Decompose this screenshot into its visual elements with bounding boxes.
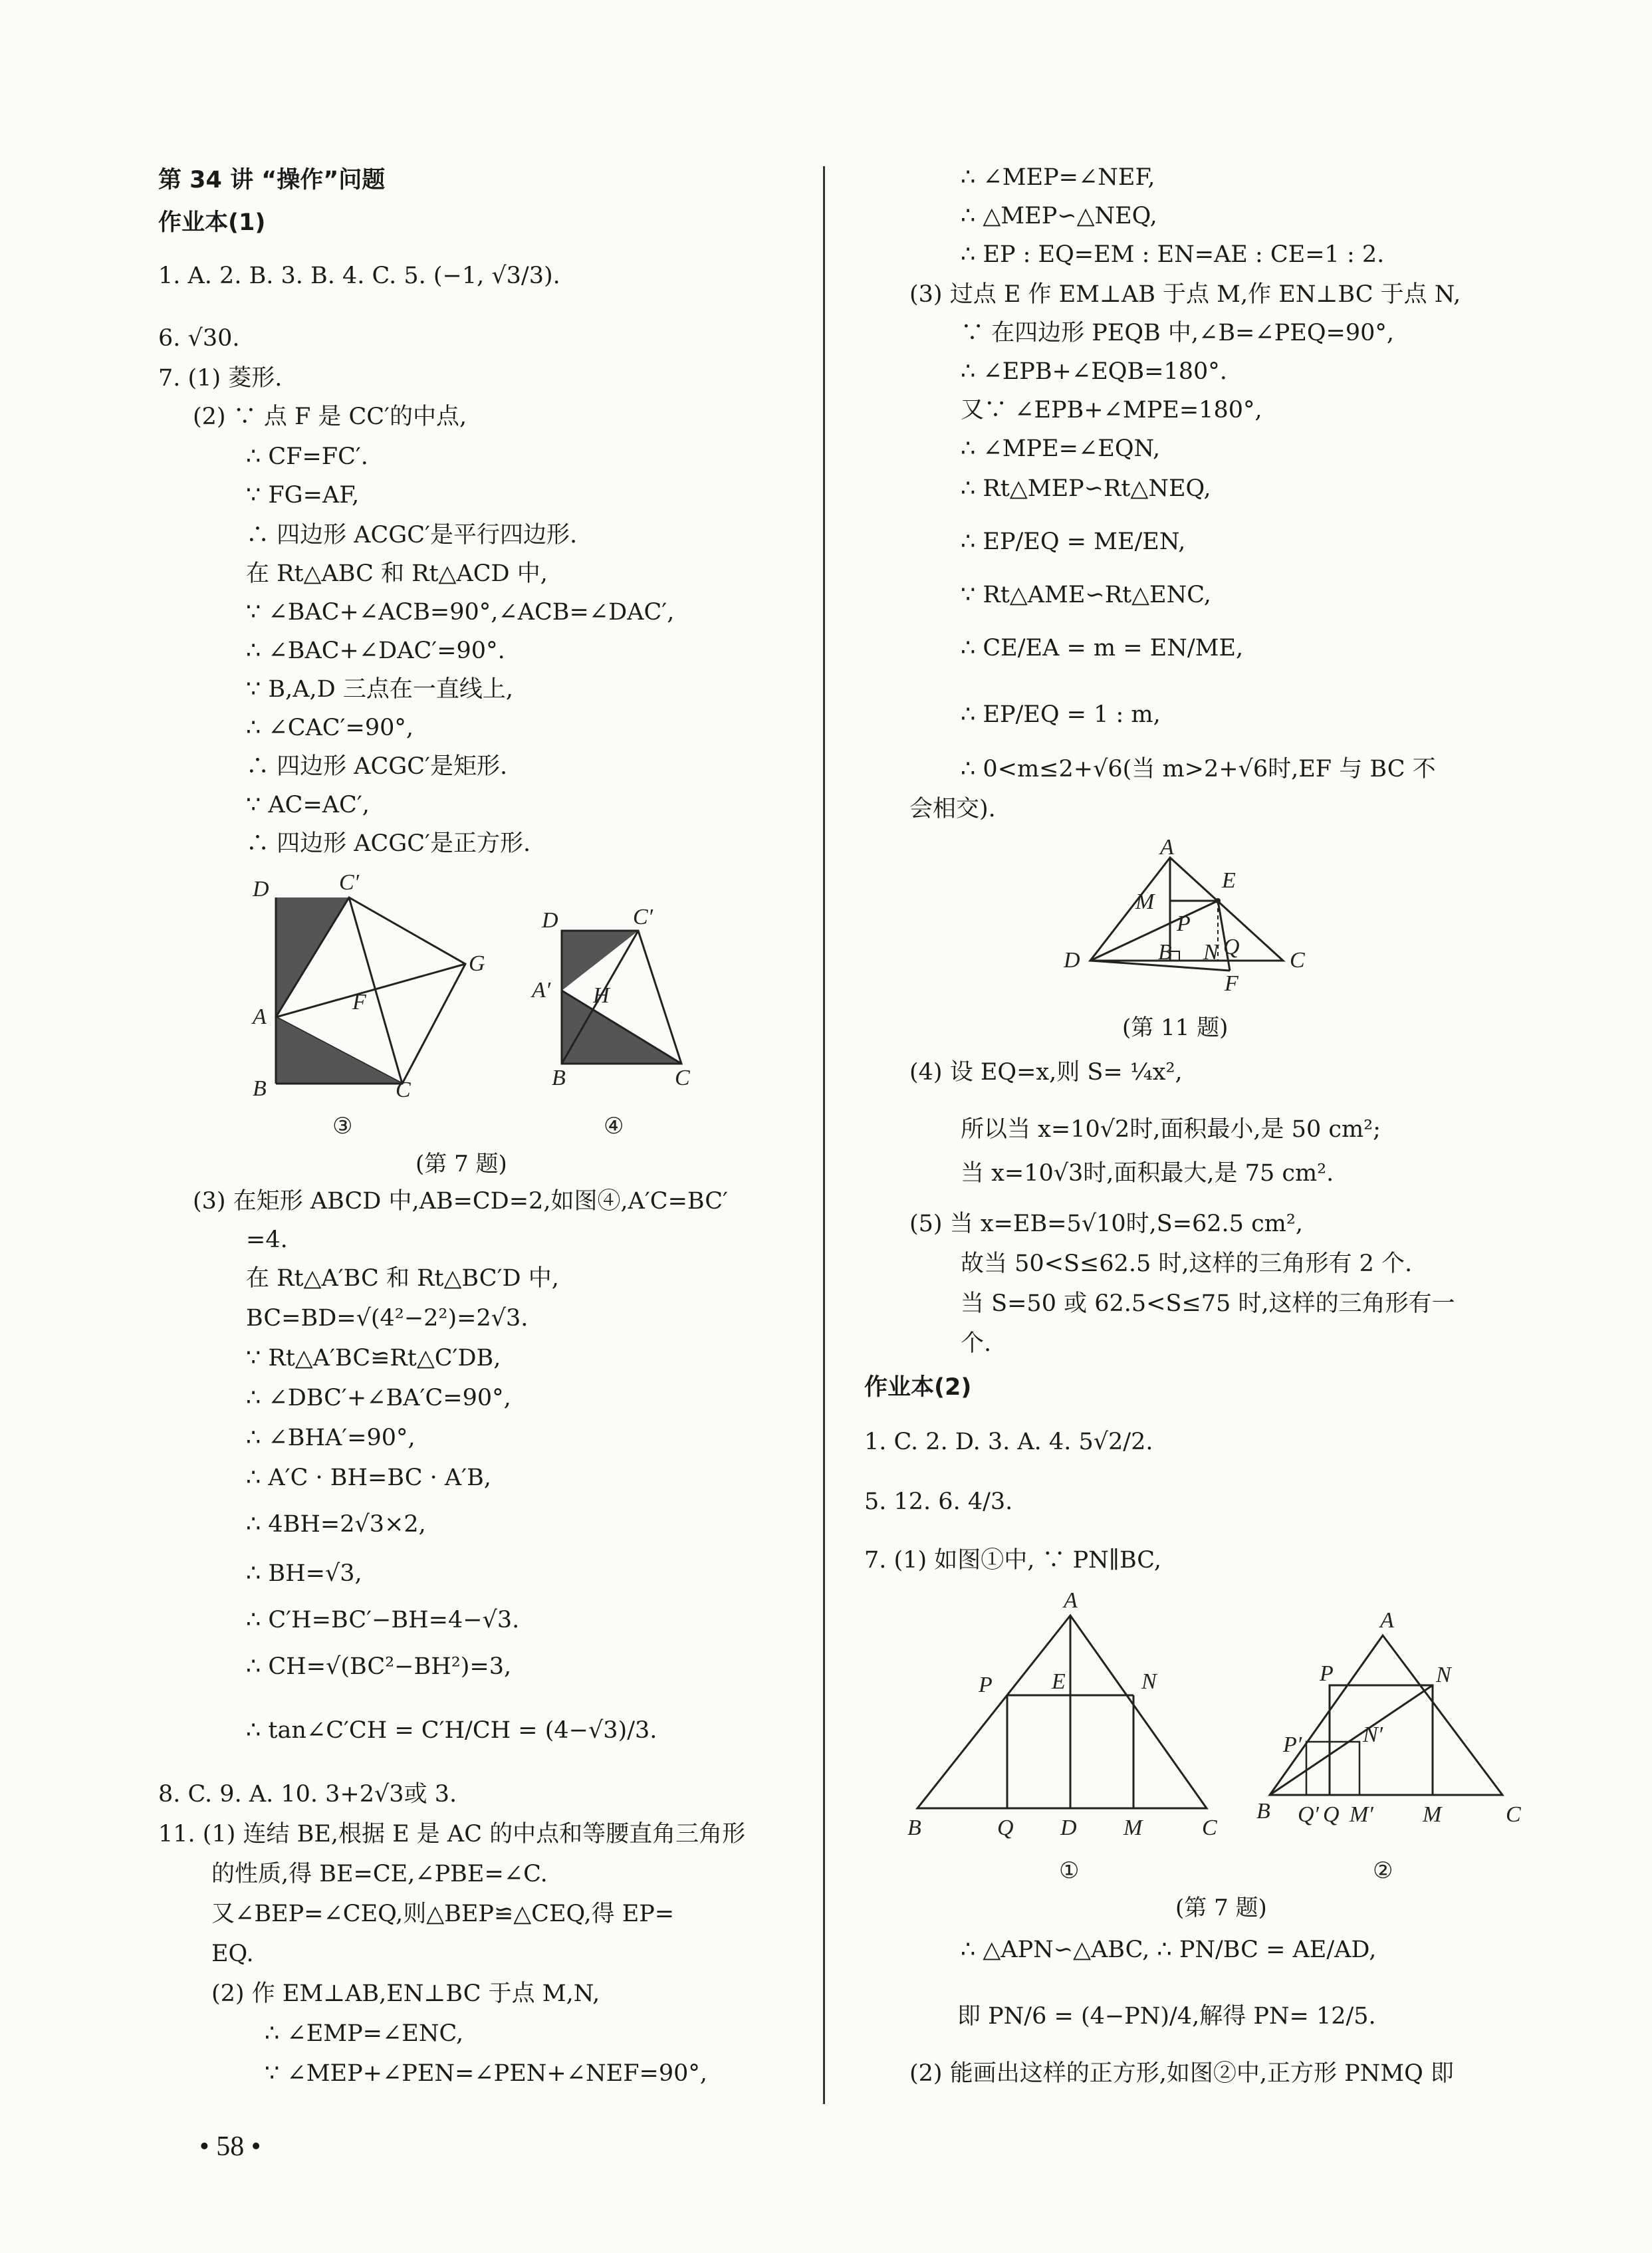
answer-line: ∴ ∠BHA′=90°, xyxy=(246,1425,415,1451)
circle-number: ① xyxy=(1059,1859,1080,1883)
answer-line: ∴ 四边形 ACGC′是矩形. xyxy=(246,753,508,780)
answer-line: ∴ ∠MEP=∠NEF, xyxy=(961,164,1155,191)
answer-line: ∴ CF=FC′. xyxy=(246,443,368,470)
answer-line: ∴ ∠DBC′+∠BA′C=90°, xyxy=(246,1385,511,1411)
label-Q-prime: Q′ xyxy=(1298,1802,1319,1827)
answer-line: 个. xyxy=(961,1330,992,1357)
label-F: F xyxy=(352,990,366,1014)
circle-number: ④ xyxy=(604,1114,624,1139)
answer-line: ∴ ∠EMP=∠ENC, xyxy=(265,2020,464,2047)
label-M: M xyxy=(1135,889,1155,914)
figure-caption: (第 7 题) xyxy=(1175,1895,1267,1921)
label-M: M xyxy=(1123,1816,1143,1840)
label-A-prime: A′ xyxy=(532,978,551,1003)
answer-line: ∴ tan∠C′CH = C′H/CH = (4−√3)/3. xyxy=(246,1717,657,1744)
label-P-prime: P′ xyxy=(1283,1732,1302,1757)
figure-11 xyxy=(1044,834,1323,1001)
label-C: C xyxy=(1202,1816,1217,1840)
answer-line: 的性质,得 BE=CE,∠PBE=∠C. xyxy=(211,1861,548,1887)
answer-line: 7. (1) 菱形. xyxy=(158,365,283,392)
label-D: D xyxy=(1064,948,1080,973)
answer-line: ∵ AC=AC′, xyxy=(246,792,370,818)
answer-line: EQ. xyxy=(211,1941,254,1967)
answer-line: 当 S=50 或 62.5<S≤75 时,这样的三角形有一 xyxy=(961,1290,1455,1317)
answer-line: ∴ A′C · BH=BC · A′B, xyxy=(246,1465,491,1491)
triangle-ABC xyxy=(1090,858,1283,961)
label-B: B xyxy=(552,1066,566,1090)
answer-line: ∴ C′H=BC′−BH=4−√3. xyxy=(246,1607,520,1633)
answer-line: 在 Rt△ABC 和 Rt△ACD 中, xyxy=(246,560,548,587)
answer-line: 故当 50<S≤62.5 时,这样的三角形有 2 个. xyxy=(961,1250,1413,1277)
label-B: B xyxy=(907,1816,921,1840)
label-C: C xyxy=(1290,948,1305,973)
answer-line: 11. (1) 连结 BE,根据 E 是 AC 的中点和等腰直角三角形 xyxy=(158,1821,746,1847)
answer-line: (3) 过点 E 作 EM⊥AB 于点 M,作 EN⊥BC 于点 N, xyxy=(909,281,1461,308)
answer-line: ∴ 4BH=2√3×2, xyxy=(246,1511,426,1538)
answer-line: 1. C. 2. D. 3. A. 4. 5√2/2. xyxy=(864,1429,1153,1455)
answer-line: ∴ △APN∽△ABC, ∴ PN/BC = AE/AD, xyxy=(961,1937,1377,1963)
answer-line: ∴ BH=√3, xyxy=(246,1560,362,1587)
label-G: G xyxy=(469,951,485,976)
circle-number: ② xyxy=(1373,1859,1393,1883)
answer-line: 所以当 x=10√2时,面积最小,是 50 cm²; xyxy=(961,1116,1381,1143)
answer-line: ∴ EP : EQ=EM : EN=AE : CE=1 : 2. xyxy=(961,241,1385,268)
triangle-ABC-1 xyxy=(917,1615,1207,1808)
label-Q: Q xyxy=(1223,935,1240,959)
label-N-prime: N′ xyxy=(1363,1722,1383,1747)
label-P: P xyxy=(979,1673,993,1697)
figure-7-triangles xyxy=(904,1582,1529,1895)
circle-number: ③ xyxy=(332,1114,353,1139)
answer-line: ∴ ∠BAC+∠DAC′=90°. xyxy=(246,638,505,664)
hw1-title: 作业本(1) xyxy=(158,209,266,236)
label-C: C xyxy=(675,1066,690,1090)
answer-line: ∵ B,A,D 三点在一直线上, xyxy=(246,676,513,703)
answer-line: (5) 当 x=EB=5√10时,S=62.5 cm², xyxy=(909,1211,1304,1237)
answer-line: ∴ 四边形 ACGC′是正方形. xyxy=(246,830,531,857)
label-E: E xyxy=(1222,868,1236,893)
label-C-prime: C′ xyxy=(339,870,360,895)
answer-line: ∴ CH=√(BC²−BH²)=3, xyxy=(246,1653,512,1680)
answer-line: 又∠BEP=∠CEQ,则△BEP≌△CEQ,得 EP= xyxy=(211,1901,675,1927)
answer-line: ∴ CE/EA = m = EN/ME, xyxy=(961,635,1244,661)
label-B: B xyxy=(1158,940,1172,965)
answer-line: 又∵ ∠EPB+∠MPE=180°, xyxy=(961,397,1262,423)
answer-line: ∴ ∠EPB+∠EQB=180°. xyxy=(961,358,1227,385)
label-A: A xyxy=(1380,1608,1394,1633)
label-A: A xyxy=(253,1005,267,1029)
answer-line: ∵ ∠BAC+∠ACB=90°,∠ACB=∠DAC′, xyxy=(246,599,675,626)
label-D: D xyxy=(1060,1816,1077,1840)
label-Q: Q xyxy=(1323,1802,1340,1827)
figure-caption: (第 7 题) xyxy=(415,1151,507,1177)
answer-line: ∵ FG=AF, xyxy=(246,482,360,509)
label-C: C xyxy=(396,1078,411,1102)
label-B: B xyxy=(1256,1799,1270,1824)
label-M-prime: M′ xyxy=(1350,1802,1373,1827)
answer-line: (2) 作 EM⊥AB,EN⊥BC 于点 M,N, xyxy=(211,1980,600,2007)
answer-line: ∵ 在四边形 PEQB 中,∠B=∠PEQ=90°, xyxy=(961,320,1394,346)
label-D: D xyxy=(253,877,269,901)
answer-line: BC=BD=√(4²−2²)=2√3. xyxy=(246,1305,529,1332)
label-M: M xyxy=(1423,1802,1442,1827)
label-Q: Q xyxy=(997,1816,1014,1840)
column-divider xyxy=(823,166,825,2104)
answer-line: ∴ EP/EQ = 1 : m, xyxy=(961,701,1161,728)
answer-line: 8. C. 9. A. 10. 3+2√3或 3. xyxy=(158,1781,457,1808)
answer-line: ∴ △MEP∽△NEQ, xyxy=(961,203,1157,229)
answer-line: 7. (1) 如图①中, ∵ PN∥BC, xyxy=(864,1547,1161,1574)
answer-line: ∵ Rt△A′BC≌Rt△C′DB, xyxy=(246,1345,501,1371)
answer-line: ∵ ∠MEP+∠PEN=∠PEN+∠NEF=90°, xyxy=(265,2060,708,2087)
answer-line: (3) 在矩形 ABCD 中,AB=CD=2,如图④,A′C=BC′ xyxy=(193,1188,729,1215)
figure-caption: (第 11 题) xyxy=(1122,1014,1229,1041)
square-small xyxy=(1306,1742,1359,1795)
answer-line: ∴ ∠MPE=∠EQN, xyxy=(961,435,1161,462)
answer-line: 在 Rt△A′BC 和 Rt△BC′D 中, xyxy=(246,1265,559,1292)
answer-line: 会相交). xyxy=(909,796,996,822)
label-N: N xyxy=(1141,1669,1157,1694)
answer-line: ∴ 四边形 ACGC′是平行四边形. xyxy=(246,522,578,548)
label-A: A xyxy=(1064,1588,1078,1613)
label-P: P xyxy=(1320,1661,1334,1686)
label-D: D xyxy=(542,908,558,933)
answer-line: 5. 12. 6. 4/3. xyxy=(864,1488,1013,1515)
answer-line: ∴ Rt△MEP∽Rt△NEQ, xyxy=(961,475,1211,502)
answer-line: (2) ∵ 点 F 是 CC′的中点, xyxy=(193,404,467,430)
answer-line: (2) 能画出这样的正方形,如图②中,正方形 PNMQ 即 xyxy=(909,2060,1454,2087)
answer-line: 当 x=10√3时,面积最大,是 75 cm². xyxy=(961,1160,1334,1187)
label-C-prime: C′ xyxy=(633,905,653,929)
label-F: F xyxy=(1225,971,1239,996)
page-number: • 58 • xyxy=(199,2131,261,2162)
answer-line: 1. A. 2. B. 3. B. 4. C. 5. (−1, √3/3). xyxy=(158,263,560,289)
lecture-title: 第 34 讲 “操作”问题 xyxy=(158,167,386,193)
answer-line: 即 PN/6 = (4−PN)/4,解得 PN= 12/5. xyxy=(957,2003,1376,2030)
label-N: N xyxy=(1203,940,1219,965)
label-H: H xyxy=(593,983,610,1008)
answer-line: 6. √30. xyxy=(158,325,240,352)
answer-line: ∴ ∠CAC′=90°, xyxy=(246,715,413,741)
figure-7-squares xyxy=(239,864,705,1143)
answer-line: (4) 设 EQ=x,则 S= ¼x², xyxy=(909,1059,1183,1086)
answer-line: =4. xyxy=(246,1227,288,1253)
label-C: C xyxy=(1506,1802,1521,1827)
answer-line: ∴ 0<m≤2+√6(当 m>2+√6时,EF 与 BC 不 xyxy=(961,756,1436,782)
label-B: B xyxy=(253,1076,267,1101)
label-N: N xyxy=(1436,1663,1451,1687)
hw2-title: 作业本(2) xyxy=(864,1374,972,1401)
answer-line: ∴ EP/EQ = ME/EN, xyxy=(961,529,1186,555)
label-P: P xyxy=(1177,911,1191,936)
label-E: E xyxy=(1052,1669,1066,1694)
answer-line: ∵ Rt△AME∽Rt△ENC, xyxy=(961,582,1211,608)
label-A: A xyxy=(1160,835,1174,860)
